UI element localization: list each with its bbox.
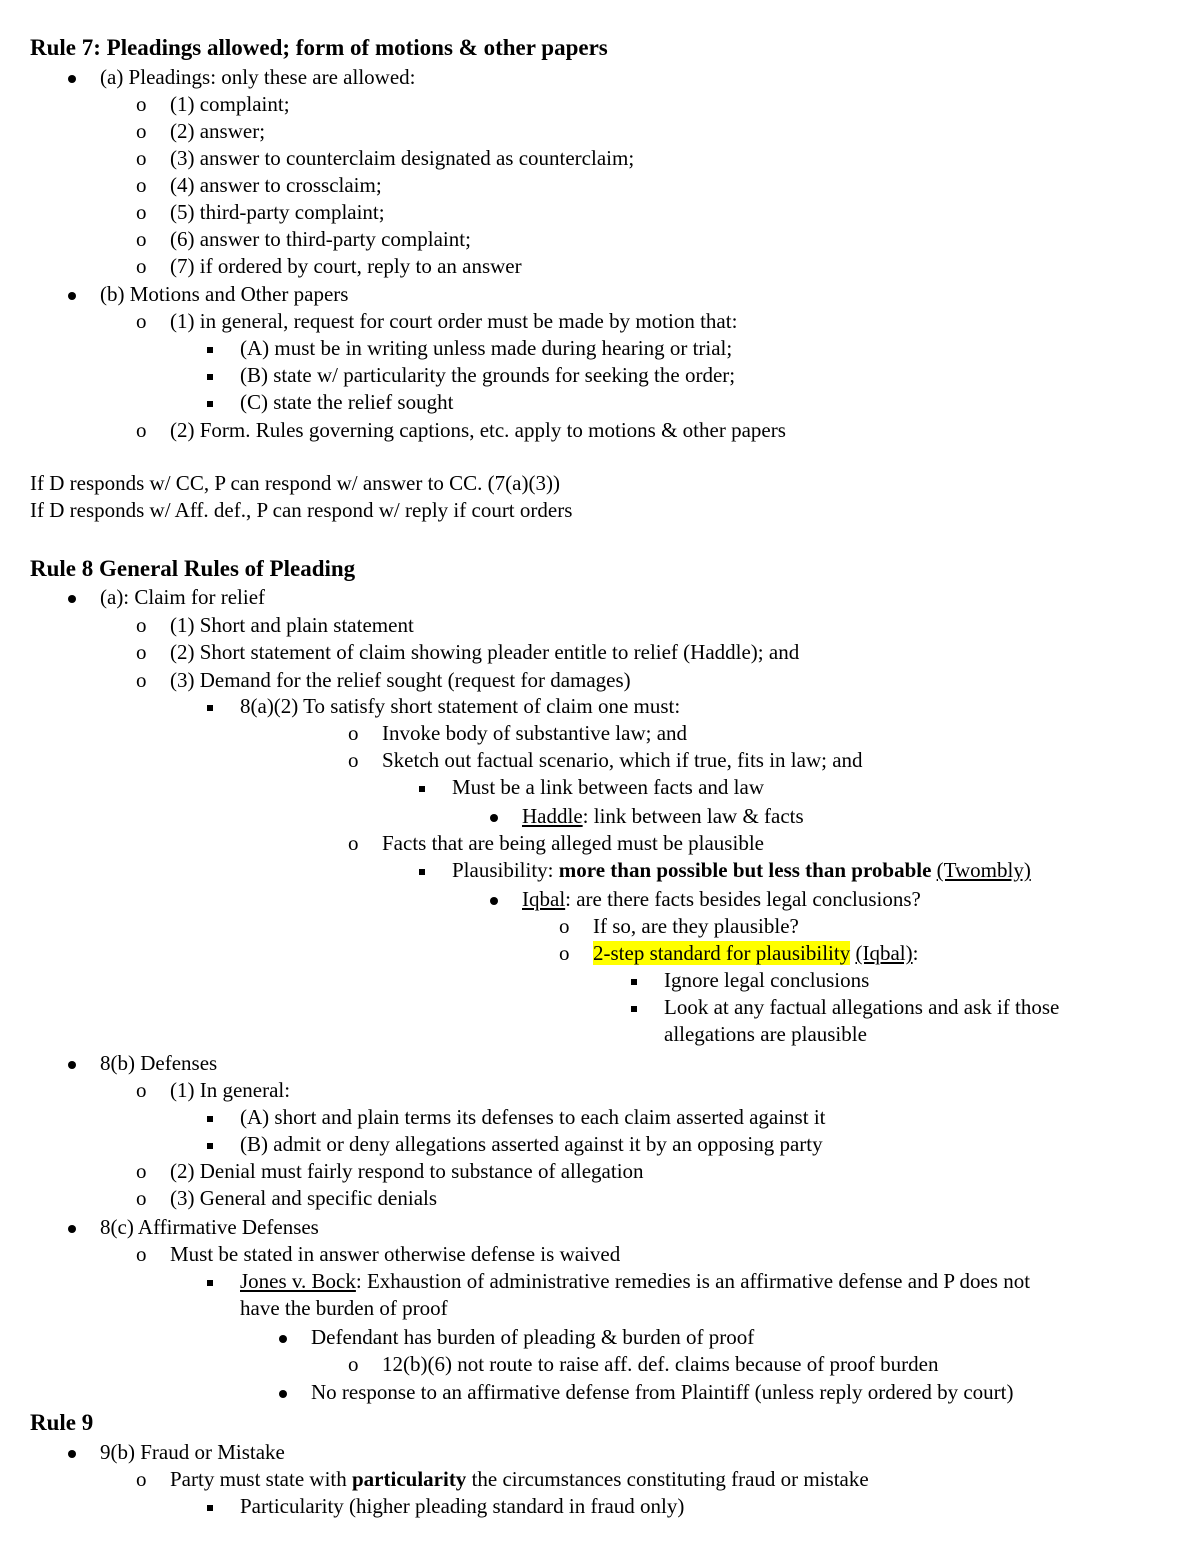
outline-line	[240, 1131, 823, 1158]
outline-line	[311, 1379, 1014, 1406]
bullet-marker	[68, 1050, 76, 1077]
text-segment: Look at any factual allegations and ask if those	[664, 995, 1060, 1019]
text-segment: 2-step standard for plausibility	[593, 941, 851, 965]
text-segment: If D responds w/ CC, P can respond w/ answer to CC. (7(a)(3))	[30, 471, 560, 495]
text-segment: (a): Claim for relief	[100, 585, 266, 609]
outline-line	[452, 774, 764, 801]
text-segment: Must be stated in answer otherwise defense is waived	[170, 1242, 621, 1266]
outline-line	[382, 830, 764, 857]
text-segment: : are there facts besides legal conclusions?	[565, 887, 921, 911]
text-segment: (1) Short and plain statement	[170, 613, 414, 637]
circle-marker	[136, 1466, 147, 1493]
text-segment: (5) third-party complaint;	[170, 200, 385, 224]
circle-marker	[559, 940, 570, 967]
bullet-marker	[490, 803, 498, 830]
circle-marker	[136, 417, 147, 444]
outline-line	[311, 1324, 754, 1351]
outline-line	[664, 994, 1059, 1021]
bullet-marker	[279, 1379, 287, 1406]
circle-marker	[136, 91, 147, 118]
bullet-marker	[68, 64, 76, 91]
text-segment: If so, are they plausible?	[593, 914, 799, 938]
text-segment: particularity	[352, 1467, 467, 1491]
bullet-marker	[68, 584, 76, 611]
text-segment: Rule 9	[30, 1410, 94, 1435]
text-segment: (7) if ordered by court, reply to an answer	[170, 254, 522, 278]
outline-line	[100, 1439, 285, 1466]
text-segment: 8(c) Affirmative Defenses	[100, 1215, 319, 1239]
text-segment: Iqbal	[522, 887, 566, 911]
outline-line	[170, 639, 799, 666]
text-segment: (C) state the relief sought	[240, 390, 454, 414]
outline-line	[240, 1268, 1030, 1295]
outline-line	[170, 226, 471, 253]
text-segment: : link between law & facts	[582, 804, 804, 828]
section-heading	[30, 34, 608, 61]
outline-line	[593, 913, 799, 940]
text-segment: Jones v. Bock	[240, 1269, 356, 1293]
text-segment: (2) answer;	[170, 119, 266, 143]
text-segment: (2) Short statement of claim showing pleader entitle to relief (Haddle); and	[170, 640, 800, 664]
text-segment: Rule 7: Pleadings allowed; form of motions & other papers	[30, 35, 608, 60]
section-heading	[30, 555, 355, 582]
text-segment: 8(a)(2) To satisfy short statement of claim one must:	[240, 694, 681, 718]
text-segment: (B) state w/ particularity the grounds for seeking the order;	[240, 363, 736, 387]
text-segment: Rule 8 General Rules of Pleading	[30, 556, 356, 581]
text-segment: (a) Pleadings: only these are allowed:	[100, 65, 416, 89]
outline-line	[240, 1493, 684, 1520]
outline-line	[30, 470, 560, 497]
circle-marker	[136, 145, 147, 172]
bullet-marker	[68, 281, 76, 308]
square-marker	[419, 857, 425, 884]
text-segment: have the burden of proof	[240, 1296, 448, 1320]
circle-marker	[136, 612, 147, 639]
text-segment: No response to an affirmative defense from Plaintiff (unless reply ordered by court)	[311, 1380, 1014, 1404]
text-segment: (Twombly)	[936, 858, 1031, 882]
text-segment: (1) in general, request for court order must be made by motion that:	[170, 309, 738, 333]
circle-marker	[136, 1077, 147, 1104]
square-marker	[207, 693, 213, 720]
outline-line	[382, 1351, 939, 1378]
square-marker	[207, 335, 213, 362]
square-marker	[631, 967, 637, 994]
text-segment: (2) Form. Rules governing captions, etc. apply to motions & other papers	[170, 418, 786, 442]
text-segment: Particularity (higher pleading standard in fraud only)	[240, 1494, 685, 1518]
circle-marker	[136, 308, 147, 335]
circle-marker	[348, 830, 359, 857]
outline-line	[170, 1466, 869, 1493]
square-marker	[207, 1131, 213, 1158]
outline-line	[240, 335, 732, 362]
text-segment: Sketch out factual scenario, which if true, fits in law; and	[382, 748, 863, 772]
outline-line	[170, 172, 382, 199]
bullet-marker	[68, 1439, 76, 1466]
outline-line	[664, 967, 869, 994]
outline-line	[664, 1021, 867, 1048]
circle-marker	[136, 226, 147, 253]
square-marker	[207, 1268, 213, 1295]
text-segment: allegations are plausible	[664, 1022, 867, 1046]
outline-line	[240, 389, 453, 416]
text-segment: more than possible but less than probable	[558, 858, 932, 882]
text-segment: (3) answer to counterclaim designated as counterclaim;	[170, 146, 635, 170]
text-segment: (Iqbal)	[855, 941, 913, 965]
circle-marker	[136, 253, 147, 280]
outline-line	[100, 281, 348, 308]
text-segment: Invoke body of substantive law; and	[382, 721, 688, 745]
circle-marker	[136, 1158, 147, 1185]
square-marker	[419, 774, 425, 801]
outline-line	[522, 803, 804, 830]
text-segment: (1) In general:	[170, 1078, 291, 1102]
outline-line	[170, 145, 634, 172]
outline-line	[170, 1241, 620, 1268]
text-segment: Haddle	[522, 804, 583, 828]
outline-line	[382, 720, 687, 747]
outline-line	[170, 417, 786, 444]
outline-line	[100, 1214, 319, 1241]
bullet-marker	[68, 1214, 76, 1241]
circle-marker	[136, 1185, 147, 1212]
outline-line	[170, 1185, 437, 1212]
text-segment: : Exhaustion of administrative remedies is an affirmative defense and P does not	[355, 1269, 1031, 1293]
square-marker	[207, 1493, 213, 1520]
outline-line	[240, 693, 680, 720]
circle-marker	[348, 747, 359, 774]
square-marker	[207, 1104, 213, 1131]
circle-marker	[136, 172, 147, 199]
outline-line	[170, 118, 265, 145]
circle-marker	[559, 913, 570, 940]
outline-line	[593, 940, 918, 967]
circle-marker	[136, 199, 147, 226]
outline-line	[170, 667, 631, 694]
text-segment: (4) answer to crossclaim;	[170, 173, 382, 197]
outline-line	[170, 91, 290, 118]
text-segment: 8(b) Defenses	[100, 1051, 218, 1075]
text-segment: (1) complaint;	[170, 92, 290, 116]
outline-line	[170, 612, 414, 639]
square-marker	[207, 389, 213, 416]
circle-marker	[136, 1241, 147, 1268]
text-segment: (2) Denial must fairly respond to substance of allegation	[170, 1159, 644, 1183]
text-segment: (3) General and specific denials	[170, 1186, 438, 1210]
square-marker	[631, 994, 637, 1021]
circle-marker	[348, 1351, 359, 1378]
text-segment: Defendant has burden of pleading & burden of proof	[311, 1325, 755, 1349]
outline-line	[100, 64, 415, 91]
outline-line	[30, 497, 572, 524]
outline-line	[240, 1104, 826, 1131]
outline-line	[170, 1158, 644, 1185]
circle-marker	[136, 118, 147, 145]
bullet-marker	[279, 1324, 287, 1351]
text-segment: 9(b) Fraud or Mistake	[100, 1440, 285, 1464]
bullet-marker	[490, 886, 498, 913]
text-segment: (b) Motions and Other papers	[100, 282, 349, 306]
text-segment: 12(b)(6) not route to raise aff. def. claims because of proof burden	[382, 1352, 939, 1376]
outline-line	[240, 362, 735, 389]
outline-line	[100, 1050, 217, 1077]
text-segment: (B) admit or deny allegations asserted against it by an opposing party	[240, 1132, 823, 1156]
text-segment: Must be a link between facts and law	[452, 775, 764, 799]
text-segment: (A) short and plain terms its defenses to each claim asserted against it	[240, 1105, 826, 1129]
outline-line	[522, 886, 921, 913]
text-segment: (6) answer to third-party complaint;	[170, 227, 471, 251]
text-segment: Facts that are being alleged must be plausible	[382, 831, 764, 855]
outline-line	[240, 1295, 448, 1322]
circle-marker	[348, 720, 359, 747]
circle-marker	[136, 639, 147, 666]
text-segment: :	[912, 941, 919, 965]
section-heading	[30, 1409, 93, 1436]
circle-marker	[136, 667, 147, 694]
outline-line	[170, 308, 737, 335]
text-segment: the circumstances constituting fraud or mistake	[466, 1467, 869, 1491]
text-segment: (3) Demand for the relief sought (request for damages)	[170, 668, 631, 692]
outline-line	[170, 199, 385, 226]
text-segment: (A) must be in writing unless made during hearing or trial;	[240, 336, 733, 360]
outline-line	[452, 857, 1031, 884]
outline-line	[100, 584, 265, 611]
text-segment: Ignore legal conclusions	[664, 968, 870, 992]
square-marker	[207, 362, 213, 389]
text-segment: If D responds w/ Aff. def., P can respond w/ reply if court orders	[30, 498, 573, 522]
text-segment: Plausibility:	[452, 858, 559, 882]
outline-line	[170, 253, 522, 280]
outline-line	[170, 1077, 290, 1104]
outline-line	[382, 747, 863, 774]
text-segment: Party must state with	[170, 1467, 352, 1491]
